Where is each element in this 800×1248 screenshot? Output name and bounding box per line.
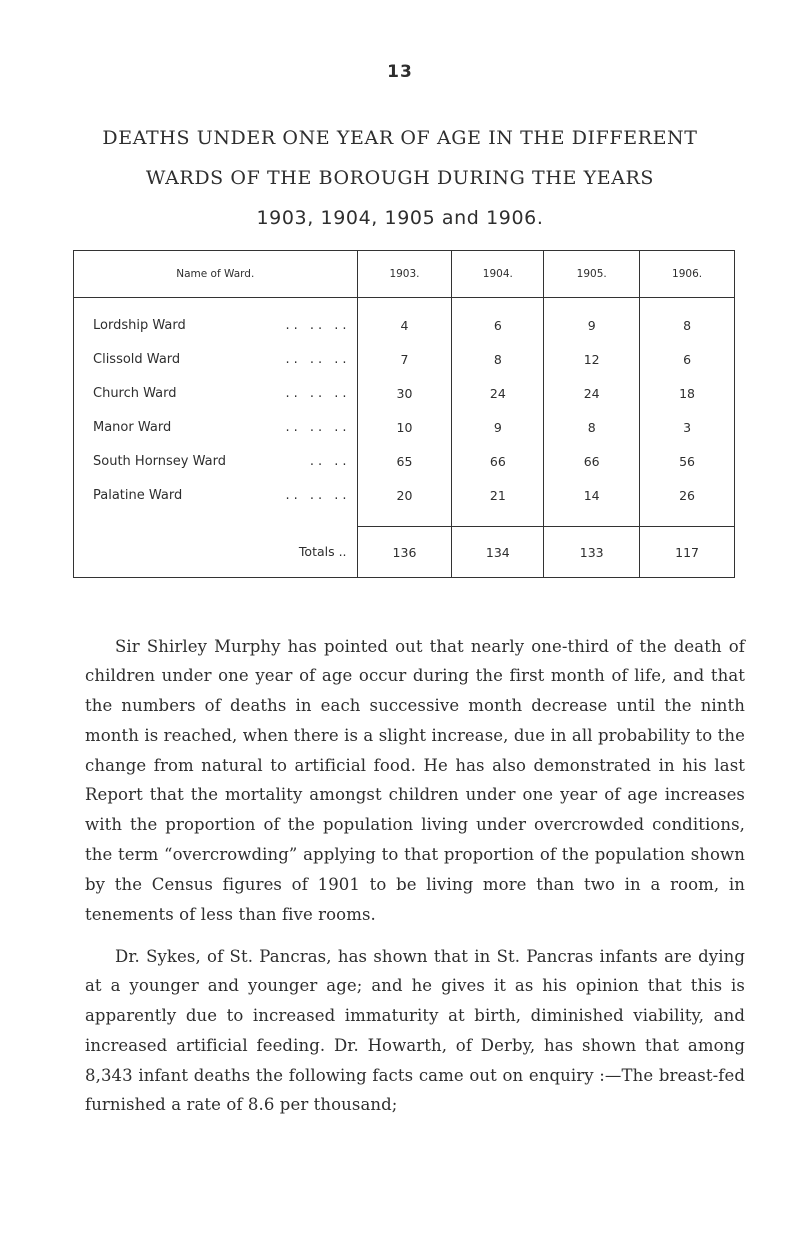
value-cell: 8	[640, 298, 735, 343]
ward-name: Church Ward	[93, 385, 177, 401]
value-cell: 8	[544, 410, 640, 444]
value-cell: 56	[640, 444, 735, 478]
value-cell: 66	[544, 444, 640, 478]
value-cell: 6	[452, 298, 544, 343]
ward-name-cell	[74, 478, 358, 512]
value-cell: 7	[357, 342, 452, 376]
value-cell: 3	[640, 410, 735, 444]
value-cell: 18	[640, 376, 735, 410]
value-cell: 24	[452, 376, 544, 410]
value-cell: 9	[544, 298, 640, 343]
leader-dots: .. .. ..	[285, 317, 351, 333]
value-cell: 20	[357, 478, 452, 512]
table-spacer-row	[74, 512, 735, 527]
table-row	[74, 376, 735, 410]
ward-name-cell	[74, 342, 358, 376]
ward-name: Lordship Ward	[93, 317, 186, 333]
totals-row	[74, 527, 735, 578]
table-header-row	[74, 251, 735, 298]
title-line-2: WARDS OF THE BOROUGH DURING THE YEARS	[145, 167, 655, 189]
deaths-by-ward-table	[73, 250, 735, 578]
value-cell: 30	[357, 376, 452, 410]
leader-dots: .. .. ..	[285, 351, 351, 367]
total-1906: 117	[640, 527, 735, 578]
total-1904: 134	[452, 527, 544, 578]
table-row	[74, 478, 735, 512]
ward-name-cell	[74, 444, 358, 478]
ward-name: South Hornsey Ward	[93, 453, 226, 469]
column-header-ward: Name of Ward.	[74, 251, 358, 298]
totals-label: Totals ..	[74, 527, 358, 578]
column-header-1903: 1903.	[357, 251, 452, 298]
deaths-table-container	[73, 250, 735, 593]
leader-dots: .. ..	[309, 453, 351, 469]
total-1905: 133	[544, 527, 640, 578]
table-row	[74, 342, 735, 376]
ward-name-cell	[74, 410, 358, 444]
column-header-1904: 1904.	[452, 251, 544, 298]
table-row	[74, 298, 735, 343]
title-line-3: 1903, 1904, 1905 and 1906.	[256, 207, 544, 229]
value-cell: 6	[640, 342, 735, 376]
column-header-1905: 1905.	[544, 251, 640, 298]
ward-name: Palatine Ward	[93, 487, 183, 503]
value-cell: 9	[452, 410, 544, 444]
ward-name: Manor Ward	[93, 419, 172, 435]
value-cell: 26	[640, 478, 735, 512]
body-paragraph-1: Sir Shirley Murphy has pointed out that nearly one-third of the death of children under one year of age occur during the first month of life, and that the numbers of deaths in each successive month decrease until the ninth month is reached, when there is a slight increase, due in all probability to the change from natural to artificial food. He has also demonstrated in his last Report that the mortality amongst children under one year of age increases with the proportion of the population living under overcrowded conditions, the term “overcrowding” applying to that proportion of the population shown by the Census figures of 1901 to be living more than two in a room, in tenements of less than five rooms.	[85, 636, 745, 924]
value-cell: 66	[452, 444, 544, 478]
value-cell: 12	[544, 342, 640, 376]
page-number: 13	[387, 62, 413, 82]
value-cell: 10	[357, 410, 452, 444]
value-cell: 14	[544, 478, 640, 512]
leader-dots: .. .. ..	[285, 487, 351, 503]
value-cell: 21	[452, 478, 544, 512]
table-row	[74, 410, 735, 444]
ward-name-cell	[74, 376, 358, 410]
table-row	[74, 444, 735, 478]
ward-name-cell	[74, 298, 358, 343]
leader-dots: .. .. ..	[285, 419, 351, 435]
body-paragraph-2: Dr. Sykes, of St. Pancras, has shown that in St. Pancras infants are dying at a younger and younger age; and he gives it as his opinion that this is apparently due to increased immaturity at birth, diminished viability, and increased artificial feeding. Dr. Howarth, of Derby, has shown that among 8,343 infant deaths the following facts came out on enquiry :—The breast-fed furnished a rate of 8.6 per thousand;	[85, 946, 745, 1115]
ward-name: Clissold Ward	[93, 351, 181, 367]
column-header-1906: 1906.	[640, 251, 735, 298]
value-cell: 24	[544, 376, 640, 410]
leader-dots: .. .. ..	[285, 385, 351, 401]
title-line-1: DEATHS UNDER ONE YEAR OF AGE IN THE DIFFERENT	[102, 127, 698, 149]
value-cell: 65	[357, 444, 452, 478]
page-title	[0, 118, 800, 238]
value-cell: 4	[357, 298, 452, 343]
value-cell: 8	[452, 342, 544, 376]
total-1903: 136	[357, 527, 452, 578]
